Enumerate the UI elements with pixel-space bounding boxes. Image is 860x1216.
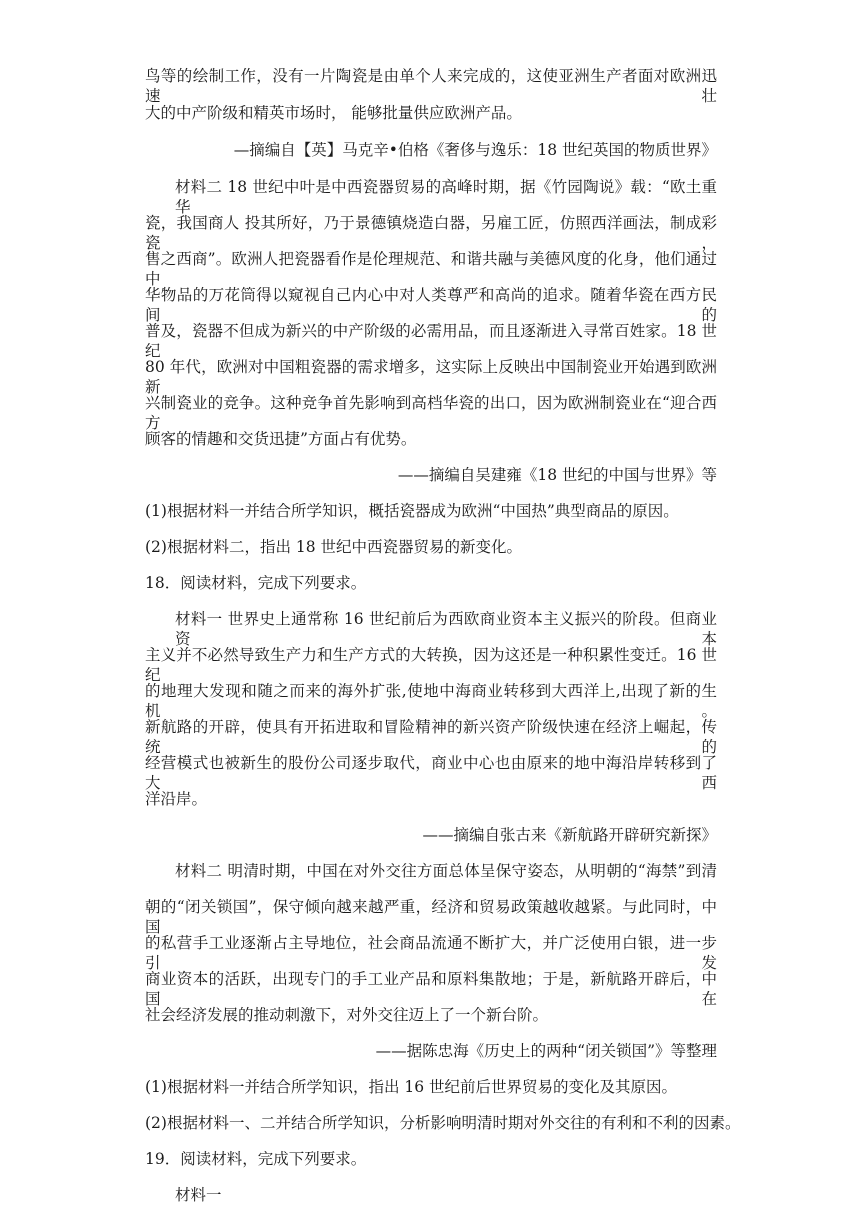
question-heading: 18．阅读材料，完成下列要求。 bbox=[145, 574, 367, 592]
text-line: 鸟等的绘制工作，没有一片陶瓷是由单个人来完成的，这使亚洲生产者面对欧洲迅速壮 bbox=[145, 67, 717, 105]
text-line: 普及，瓷器不但成为新兴的中产阶级的必需用品，而且逐渐进入寻常百姓家。18 世纪 bbox=[145, 322, 717, 360]
text-line: 新航路的开辟，使具有开拓进取和冒险精神的新兴资产阶级快速在经济上崛起，传统的 bbox=[145, 718, 717, 756]
question-item: (2)根据材料二，指出 18 世纪中西瓷器贸易的新变化。 bbox=[145, 538, 523, 556]
source-citation: —摘编自【英】马克辛•伯格《奢侈与逸乐：18 世纪英国的物质世界》 bbox=[233, 141, 717, 159]
source-citation: ——据陈忠海《历史上的两种“闭关锁国”》等整理 bbox=[375, 1042, 717, 1060]
text-line: 材料二 18 世纪中叶是中西瓷器贸易的高峰时期，据《竹园陶说》载：“欧土重华 bbox=[175, 178, 717, 216]
text-line: 材料一 bbox=[175, 1186, 222, 1204]
text-line: 的地理大发现和随之而来的海外扩张,使地中海商业转移到大西洋上,出现了新的生机。 bbox=[145, 682, 717, 720]
text-line: 洋沿岸。 bbox=[145, 790, 208, 808]
text-line: 大的中产阶级和精英市场时， 能够批量供应欧洲产品。 bbox=[145, 104, 522, 122]
text-line: 80 年代，欧洲对中国粗瓷器的需求增多，这实际上反映出中国制瓷业开始遇到欧洲新 bbox=[145, 358, 717, 396]
text-line: 材料一 世界史上通常称 16 世纪前后为西欧商业资本主义振兴的阶段。但商业资本 bbox=[175, 610, 717, 648]
text-line: 售之西商”。欧洲人把瓷器看作是伦理规范、和谐共融与美德风度的化身，他们通过中 bbox=[145, 250, 717, 288]
question-heading: 19．阅读材料，完成下列要求。 bbox=[145, 1150, 367, 1168]
text-line: 朝的“闭关锁国”，保守倾向越来越严重，经济和贸易政策越收越紧。与此同时，中国 bbox=[145, 898, 717, 936]
text-line: 经营模式也被新生的股份公司逐步取代，商业中心也由原来的地中海沿岸转移到了大西 bbox=[145, 754, 717, 792]
question-item: (2)根据材料一、二并结合所学知识，分析影响明清时期对外交往的有利和不利的因素。 bbox=[145, 1114, 741, 1132]
question-item: (1)根据材料一并结合所学知识，指出 16 世纪前后世界贸易的变化及其原因。 bbox=[145, 1078, 678, 1096]
text-line: 瓷，我国商人 投其所好，乃于景德镇烧造白器，另雇工匠，仿照西洋画法，制成彩瓷， bbox=[145, 214, 717, 252]
text-line: 主义并不必然导致生产力和生产方式的大转换，因为这还是一种积累性变迁。16 世纪 bbox=[145, 646, 717, 684]
text-line: 材料二 明清时期，中国在对外交往方面总体呈保守姿态，从明朝的“海禁”到清 bbox=[175, 862, 717, 880]
text-line: 商业资本的活跃，出现专门的手工业产品和原料集散地；于是，新航路开辟后，中国在 bbox=[145, 970, 717, 1008]
text-line: 华物品的万花筒得以窥视自己内心中对人类尊严和高尚的追求。随着华瓷在西方民间的 bbox=[145, 286, 717, 324]
question-item: (1)根据材料一并结合所学知识，概括瓷器成为欧洲“中国热”典型商品的原因。 bbox=[145, 502, 679, 520]
text-line: 顾客的情趣和交货迅捷”方面占有优势。 bbox=[145, 430, 417, 448]
text-line: 兴制瓷业的竞争。这种竞争首先影响到高档华瓷的出口，因为欧洲制瓷业在“迎合西方 bbox=[145, 394, 717, 432]
source-citation: ——摘编自张古来《新航路开辟研究新探》 bbox=[422, 826, 717, 844]
source-citation: ——摘编自吴建雍《18 世纪的中国与世界》等 bbox=[397, 466, 717, 484]
text-line: 的私营手工业逐渐占主导地位，社会商品流通不断扩大，并广泛使用白银，进一步引发 bbox=[145, 934, 717, 972]
text-line: 社会经济发展的推动刺激下，对外交往迈上了一个新台阶。 bbox=[145, 1006, 549, 1024]
